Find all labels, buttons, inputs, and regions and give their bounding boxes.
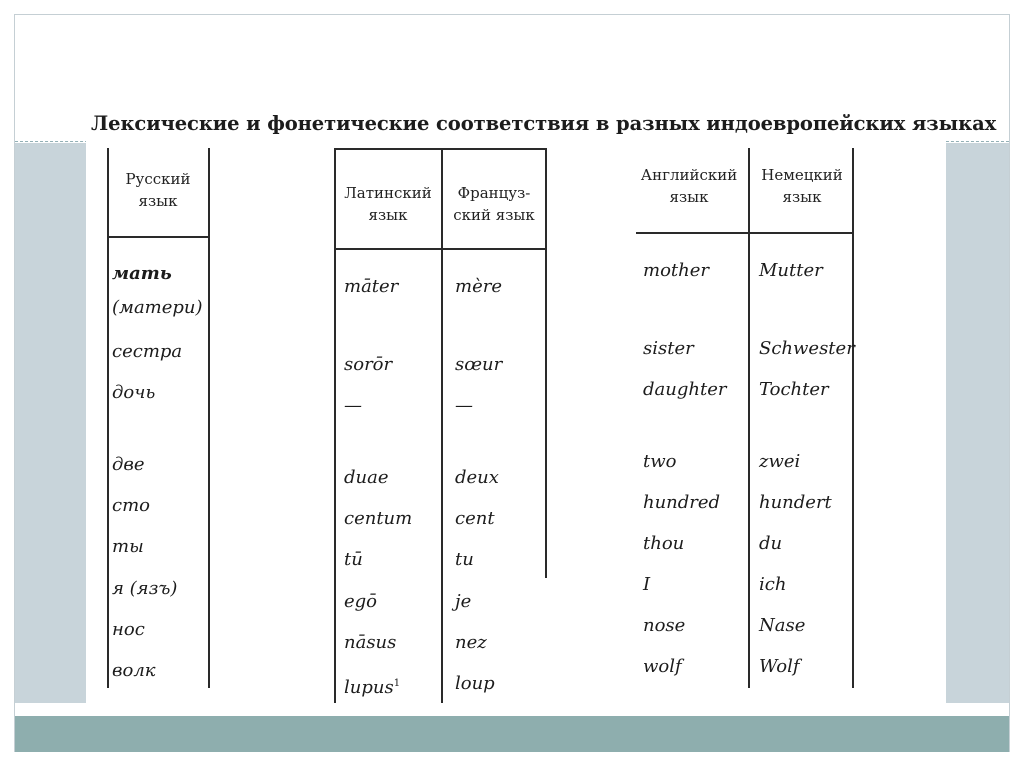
latin-word: egō: [344, 591, 378, 612]
russian-left-rule: [107, 148, 109, 688]
french-word: deux: [455, 467, 499, 488]
russian-word: ты: [112, 536, 144, 557]
latin-french-rule: [441, 148, 443, 703]
english-word: two: [643, 451, 677, 472]
header-russian-line1: Русский: [125, 170, 191, 188]
english-word: daughter: [643, 379, 727, 400]
german-word: hundert: [759, 492, 832, 513]
latin-top-rule: [334, 148, 547, 150]
german-word: Schwester: [759, 338, 855, 359]
english-word: nose: [643, 615, 686, 636]
french-right-rule: [545, 148, 547, 578]
header-german-line1: Немецкий: [761, 166, 843, 184]
german-word: Nase: [759, 615, 806, 636]
scanned-table-image: [86, 98, 997, 703]
french-word: cent: [455, 508, 495, 529]
russian-word: я (язъ): [112, 578, 178, 599]
latin-word: tū: [344, 549, 363, 570]
slide-band-bottom: [15, 716, 1009, 752]
english-word: hundred: [643, 492, 721, 513]
english-word: wolf: [643, 656, 682, 677]
french-word: loup: [455, 673, 495, 694]
latin-word: māter: [344, 276, 399, 297]
english-header-rule: [636, 232, 854, 234]
english-word: sister: [643, 338, 694, 359]
header-french-line1: Француз-: [457, 184, 531, 202]
french-word: je: [455, 591, 472, 612]
german-word: ich: [759, 574, 787, 595]
footnote-marker: 1: [393, 678, 401, 689]
latin-word-text: lupus: [344, 677, 394, 698]
english-word: mother: [643, 260, 709, 281]
header-french-line2: ский язык: [453, 206, 535, 224]
header-latin: [336, 182, 440, 226]
german-word: zwei: [759, 451, 801, 472]
english-german-rule: [748, 148, 750, 688]
english-word: thou: [643, 533, 685, 554]
russian-word: сто: [112, 495, 150, 516]
latin-word: —: [344, 395, 362, 416]
header-english-line1: Английский: [640, 166, 738, 184]
german-right-rule: [852, 148, 854, 688]
russian-header-rule: [107, 236, 210, 238]
header-french: [444, 182, 544, 226]
french-word: —: [455, 395, 473, 416]
header-english-line2: язык: [669, 188, 709, 206]
russian-word: нос: [112, 619, 145, 640]
french-word: mère: [455, 276, 502, 297]
header-english: [634, 164, 744, 208]
russian-word: сестра: [112, 341, 183, 362]
russian-right-rule: [208, 148, 210, 688]
latin-word: sorōr: [344, 354, 393, 375]
german-word: du: [759, 533, 783, 554]
header-latin-line1: Латинский: [344, 184, 432, 202]
german-word: Mutter: [759, 260, 823, 281]
french-word: sœur: [455, 354, 503, 375]
latin-word: nāsus: [344, 632, 397, 653]
russian-word: мать: [112, 263, 172, 284]
header-german: [754, 164, 850, 208]
latin-word: [344, 673, 400, 699]
header-german-line2: язык: [782, 188, 822, 206]
header-latin-line2: язык: [368, 206, 408, 224]
header-russian: [112, 168, 204, 212]
latin-word: duae: [344, 467, 389, 488]
latin-header-rule: [334, 248, 547, 250]
german-word: Tochter: [759, 379, 829, 400]
table-title: Лексические и фонетические соответствия в разных индоевропейских языках: [91, 112, 997, 135]
latin-word: centum: [344, 508, 413, 529]
latin-left-rule: [334, 148, 336, 703]
french-word: tu: [455, 549, 474, 570]
german-word: Wolf: [759, 656, 800, 677]
english-word: I: [643, 574, 651, 595]
russian-word: (матери): [112, 297, 203, 318]
russian-word: две: [112, 454, 145, 475]
french-word: nez: [455, 632, 487, 653]
russian-word: волк: [112, 660, 156, 681]
header-russian-line2: язык: [138, 192, 178, 210]
russian-word: дочь: [112, 382, 156, 403]
